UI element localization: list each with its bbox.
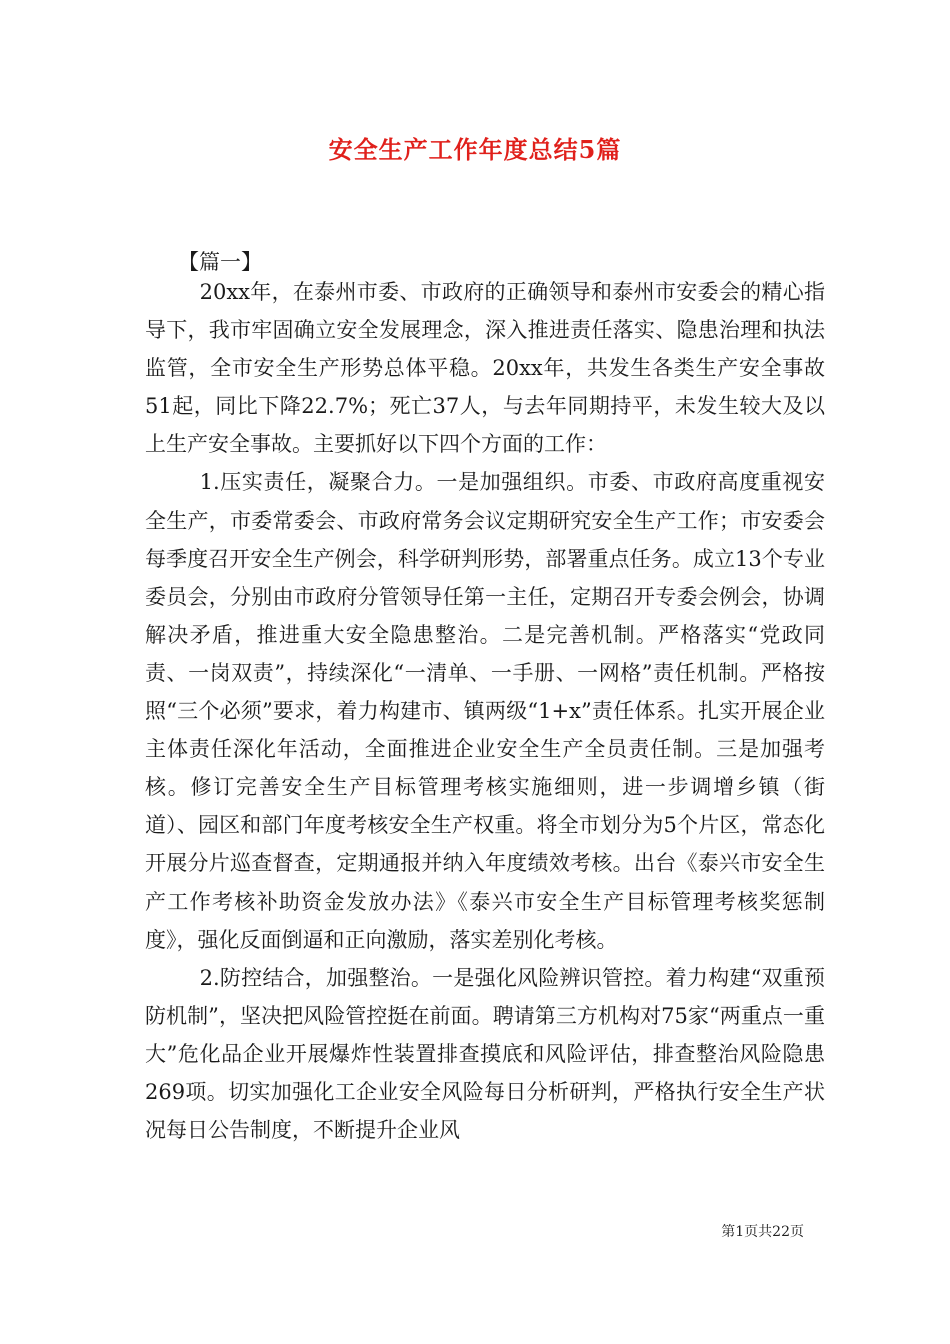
paragraph-2: 2.防控结合，加强整治。一是强化风险辨识管控。着力构建“双重预防机制”，坚决把风险管控挺在前面。聘请第三方机构对75家“两重点一重大”危化品企业开展爆炸性装置排查摸底和风险评估，排查整治风险隐患269项。切实加强化工企业安全风险每日分析研判，严格执行安全生产状况每日公告制度，不断提升企业风 [145,965,825,1143]
page-number-footer: 第1页共22页 [721,1224,804,1240]
page-title: 安全生产工作年度总结5篇 [328,135,622,164]
paragraph-intro: 20xx年，在泰州市委、市政府的正确领导和泰州市安委会的精心指导下，我市牢固确立安全发展理念，深入推进责任落实、隐患治理和执法监管，全市安全生产形势总体平稳。20xx年，共发生各类生产安全事故51起，同比下降22.7%；死亡37人，与去年同期持平，未发生较大及以上生产安全事故。主要抓好以下四个方面的工作： [145,280,825,457]
document-body [145,273,825,1149]
paragraph-1: 1.压实责任，凝聚合力。一是加强组织。市委、市政府高度重视安全生产，市委常委会、市政府常务会议定期研究安全生产工作；市安委会每季度召开安全生产例会，科学研判形势，部署重点任务。成立13个专业委员会，分别由市政府分管领导任第一主任，定期召开专委会例会，协调解决矛盾，推进重大安全隐患整治。二是完善机制。严格落实“党政同责、一岗双责”，持续深化“一清单、一手册、一网格”责任机制。严格按照“三个必须”要求，着力构建市、镇两级“1+x”责任体系。扎实开展企业主体责任深化年活动，全面推进企业安全生产全员责任制。三是加强考核。修订完善安全生产目标管理考核实施细则，进一步调增乡镇（街道）、园区和部门年度考核安全生产权重。将全市划分为5个片区，常态化开展分片巡查督查，定期通报并纳入年度绩效考核。出台《泰兴市安全生产工作考核补助资金发放办法》《泰兴市安全生产目标管理考核奖惩制度》，强化反面倒逼和正向激励，落实差别化考核。 [145,470,825,952]
section-label: 【篇一】 [178,250,262,274]
